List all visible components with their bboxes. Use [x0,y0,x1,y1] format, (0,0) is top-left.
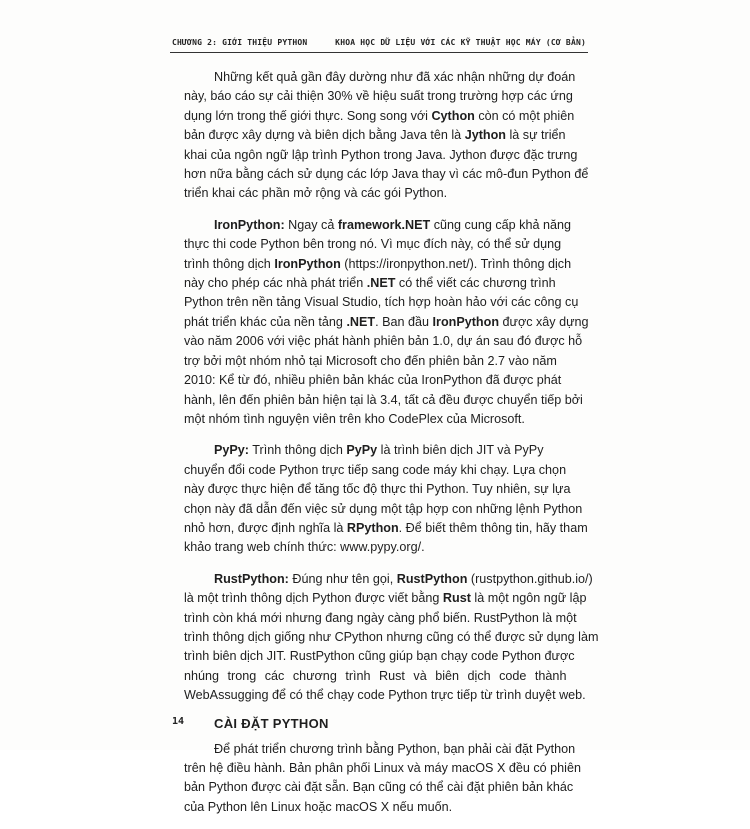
term-ironpython-3: IronPython [432,314,500,329]
text-run: là trình biên dịch JIT và PyPy [377,443,544,458]
text-line: của Python lên Linux hoặc macOS X nếu muốn. [184,799,453,814]
running-header [172,38,586,52]
text-line: chọn này đã dẫn đến việc sử dụng một tập hợp con những lệnh Python [184,501,583,516]
text-run: có thể viết các chương trình [395,276,556,291]
text-line: triển khai các phần mở rộng và các gói Python. [184,186,448,201]
term-ironpython-2: IronPython [274,256,341,271]
paragraph-intro [184,68,589,204]
paragraph-ironpython [184,216,589,429]
text-line: khảo trang web chính thức: www.pypy.org/. [184,540,425,555]
term-pypy: PyPy: [214,443,250,458]
text-line: trình còn khá mới nhưng đang ngày càng phổ biến. RustPython là một [184,610,577,625]
text-line [184,313,589,332]
term-cython: Cython [431,108,475,123]
text-run: dụng lớn trong thế giới thực. Song song với [184,108,432,123]
term-rustpython: RustPython: [214,571,289,586]
text-line [184,570,593,589]
section-heading: CÀI ĐẶT PYTHON [214,715,329,731]
term-net: .NET [366,276,396,291]
text-run: bản được xây dựng và biên dịch bằng Java tên là [184,128,465,143]
term-rust: Rust [442,591,471,606]
text-line [184,274,584,293]
text-line: bản Python được cài đặt sẵn. Bạn cũng có thể cài đặt phiên bản khác [184,780,574,795]
text-line [184,126,584,145]
text-line: trên hệ điều hành. Bản phân phối Linux và máy macOS X đều có phiên [184,761,581,775]
term-ironpython: IronPython: [214,217,285,232]
text-line: này được thực hiện để tăng tốc độ thực thi Python. Tuy nhiên, sự lựa [184,482,571,497]
body-text [184,68,599,829]
text-line: khai của ngôn ngữ lập trình Python trong Java. Jython được đặc trưng [184,147,578,162]
text-run: (rustpython.github.io/) [467,571,593,586]
text-run: còn có một phiên [474,108,575,123]
term-rpython: RPython [346,520,399,535]
text-line: WebAssugging để có thể chạy code Python trực tiếp từ trình duyệt web. [184,688,586,703]
text-run: . Ban đầu [375,314,433,329]
text-line [184,216,584,235]
text-run: này cho phép các nhà phát triển [184,276,367,291]
header-rule [170,52,588,53]
text-line: một nhóm tình nguyện viên trên kho CodePlex của Microsoft. [184,411,525,426]
text-run: nhỏ hơn, được định nghĩa là [184,520,347,535]
text-run: . Để biết thêm thông tin, hãy tham [398,520,588,535]
text-line [184,441,584,460]
text-line: vào năm 2006 với việc phát hành phiên bản 1.0, dự án sau đó được hỗ [184,334,583,349]
chapter-title: CHƯƠNG 2: GIỚI THIỆU PYTHON [172,38,308,47]
text-line [184,519,588,538]
page-number: 14 [172,716,185,727]
text-line: Những kết quả gần đây dường như đã xác nhận những dự đoán [214,70,576,84]
text-line: Python trên nền tảng Visual Studio, tích hợp hoàn hảo với các công cụ [184,295,579,310]
text-line [184,589,587,608]
term-rustpython-2: RustPython [396,571,468,586]
paragraph-install [184,740,584,818]
text-run: (https://ironpython.net/). Trình thông dịch [340,256,572,271]
text-line: trình biên dịch JIT. RustPython cũng giúp bạn chạy code Python được [184,649,575,664]
text-run: Ngay cả [284,217,338,232]
text-line: Để phát triển chương trình bằng Python, bạn phải cài đặt Python [214,741,576,756]
term-framework: framework.NET [337,217,431,232]
text-line: nhúng trong các chương trình Rust và biên dịch code thành [184,668,567,683]
text-run: phát triển khác của nền tảng [184,314,347,329]
text-run: Trình thông dịch [249,443,347,458]
text-line: hành, lên đến phiên bản hiện tại là 3.4, tất cả đều được chuyển tiếp bởi [184,392,583,407]
text-line: trợ bởi một nhóm nhỏ tại Microsoft cho đến phiên bản 2.7 vào năm [184,353,557,368]
text-line [184,255,584,274]
text-run: cũng cung cấp khả năng [430,217,571,232]
text-run: là sự triển [505,128,566,143]
text-line: này, báo cáo sự cải thiện 30% về hiệu suất trong trường hợp các ứng [184,89,573,104]
term-pypy-2: PyPy [346,443,378,458]
text-line: 2010: Kể từ đó, nhiều phiên bản khác của IronPython đã được phát [184,373,562,388]
text-run: là một trình thông dịch Python được viết bằng [184,591,443,606]
text-line: trình thông dịch giống như CPython nhưng cũng có thể được sử dụng làm [184,629,599,644]
text-line: thực thi code Python bên trong nó. Vì mục đích này, có thể sử dụng [184,237,562,252]
text-line [184,107,584,126]
text-run: trình thông dịch [184,256,275,271]
text-line: chuyển đổi code Python trực tiếp sang code máy khi chạy. Lựa chọn [184,462,567,477]
term-net-2: .NET [346,314,376,329]
text-run: Đúng như tên gọi, [288,571,397,586]
text-run: được xây dựng [499,314,589,329]
text-run: là một ngôn ngữ lập [470,591,587,606]
paragraph-pypy [184,441,588,557]
text-line: hơn nữa bằng cách sử dụng các lớp Java thay vì các mô-đun Python để [184,167,589,182]
paragraph-rustpython [184,570,599,706]
book-title: KHOA HỌC DỮ LIỆU VỚI CÁC KỸ THUẬT HỌC MÁY (CƠ BẢN) [335,38,586,47]
term-jython: Jython [464,128,506,143]
